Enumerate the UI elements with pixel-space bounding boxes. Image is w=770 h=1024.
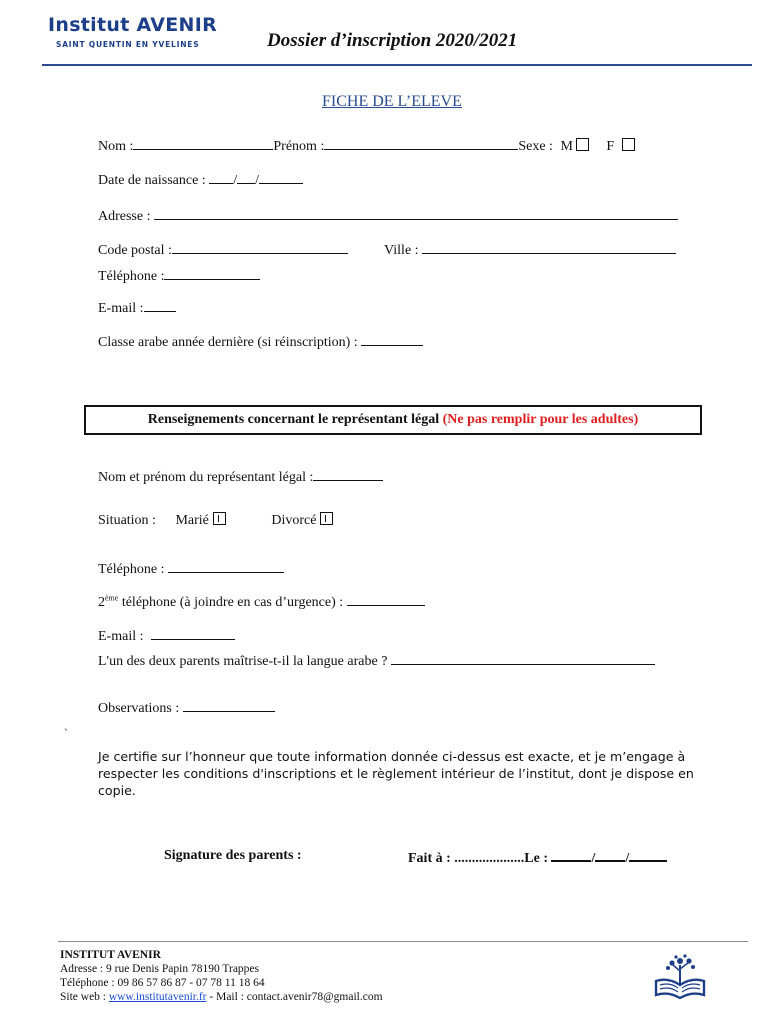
document-title: Dossier d’inscription 2020/2021 [267,30,518,51]
row-observations [98,699,275,717]
logo-subtitle: SAINT QUENTIN EN YVELINES [56,40,200,49]
situation-label: Situation : [98,513,156,528]
prenom-field[interactable] [324,137,518,150]
code-postal-label: Code postal : [98,243,172,258]
row-email [98,299,176,317]
marie-label: Marié [175,513,209,528]
date-separator: / [591,851,596,866]
rep-email-field[interactable] [151,627,235,640]
observations-label: Observations : [98,701,180,716]
telephone-field[interactable] [164,267,260,280]
row-classe [98,333,423,351]
representant-banner-note: (Ne pas remplir pour les adultes) [442,412,639,427]
le-mois-field[interactable] [595,848,625,862]
naissance-annee-field[interactable] [259,171,303,184]
date-separator: / [255,173,259,188]
nom-label: Nom : [98,139,134,154]
nom-field[interactable] [133,137,273,150]
ville-field[interactable] [422,241,676,254]
footer-site-label: Site web : [60,991,106,1003]
row-nom-prenom-sexe [98,137,635,155]
classe-label: Classe arabe année dernière (si réinscription) : [98,335,358,350]
certification-text: Je certifie sur l’honneur que toute information donnée ci-dessus est exacte, et je m’engage à respecter les conditions d'inscriptions et le règlement intérieur de l’institut, dont je dispose en copie. [98,749,694,798]
rep-telephone-field[interactable] [168,560,284,573]
tel2-label: téléphone (à joindre en cas d’urgence) : [121,595,344,610]
representant-banner-title: Renseignements concernant le représentant légal [147,412,440,427]
row-rep-telephone2 [98,593,425,611]
naissance-label: Date de naissance : [98,173,206,188]
footer-info [60,948,383,1004]
tel2-field[interactable] [347,593,425,606]
naissance-mois-field[interactable] [237,171,255,184]
le-label: Le : [524,851,548,866]
langue-label: L'un des deux parents maîtrise-t-il la langue arabe ? [98,654,388,669]
email-label: E-mail : [98,301,144,316]
fiche-title: FICHE DE L’ELEVE [322,93,462,110]
fait-label: Fait à : .................... [408,851,525,866]
rep-nom-field[interactable] [313,468,383,481]
sexe-label: Sexe : [518,139,553,154]
sexe-f-label: F [606,139,615,154]
classe-field[interactable] [361,333,423,346]
ville-label: Ville : [384,243,419,258]
footer-site-link[interactable]: www.institutavenir.fr [108,991,207,1003]
row-langue [98,652,655,670]
row-rep-email [98,627,235,645]
row-code-postal [98,241,348,259]
representant-banner [84,405,702,435]
row-naissance [98,171,303,189]
tel2-sup: ème [105,593,119,603]
header-divider [42,64,752,66]
code-postal-field[interactable] [172,241,348,254]
tel2-prefix: 2 [98,595,105,610]
stray-mark: ` [64,726,68,740]
row-rep-telephone [98,560,284,578]
rep-telephone-label: Téléphone : [98,562,165,577]
footer-divider [58,941,748,942]
footer-mail: - Mail : contact.avenir78@gmail.com [206,991,383,1003]
adresse-field[interactable] [154,207,678,220]
row-ville [384,241,676,259]
naissance-jour-field[interactable] [209,171,233,184]
date-separator: / [625,851,630,866]
prenom-label: Prénom : [273,139,325,154]
logo-title: Institut AVENIR [48,14,218,36]
email-field[interactable] [144,299,176,312]
book-tree-logo-icon [652,953,708,1001]
footer-site-row [60,990,383,1004]
row-situation [98,512,333,529]
telephone-label: Téléphone : [98,269,165,284]
sexe-m-checkbox[interactable] [576,138,589,151]
signature-label: Signature des parents : [164,848,302,863]
rep-nom-label: Nom et prénom du représentant légal : [98,470,314,485]
le-annee-field[interactable] [629,848,667,862]
footer-address: Adresse : 9 rue Denis Papin 78190 Trappes [60,963,259,975]
divorce-checkbox[interactable] [320,512,333,525]
marie-checkbox[interactable] [213,512,226,525]
sexe-f-checkbox[interactable] [622,138,635,151]
row-adresse [98,207,678,225]
date-separator: / [233,173,238,188]
adresse-label: Adresse : [98,209,151,224]
row-telephone [98,267,260,285]
langue-field[interactable] [391,652,655,665]
observations-field[interactable] [183,699,275,712]
row-rep-nom [98,468,383,486]
sexe-m-label: M [560,139,573,154]
footer-phone: Téléphone : 09 86 57 86 87 - 07 78 11 18 64 [60,977,265,989]
le-jour-field[interactable] [551,848,591,862]
fait-row [408,848,667,867]
rep-email-label: E-mail : [98,629,144,644]
divorce-label: Divorcé [271,513,317,528]
footer-name: INSTITUT AVENIR [60,949,161,961]
